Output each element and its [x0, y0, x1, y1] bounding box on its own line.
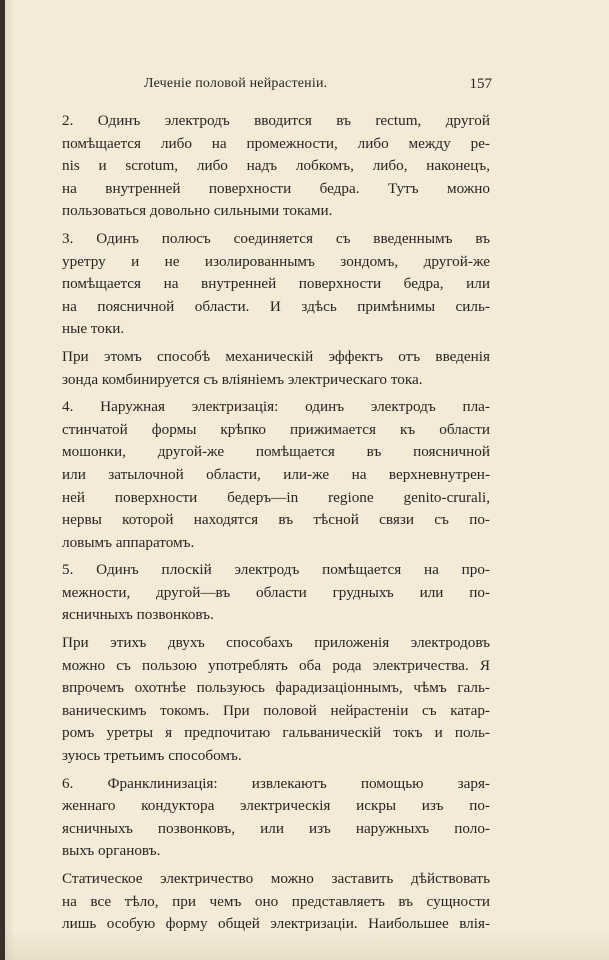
text-line: 6. Франклинизація: извлекаютъ помощью заря- [62, 774, 490, 792]
text-line: ясничныхъ позвонковъ, или изъ наружныхъ поло- [62, 819, 490, 837]
book-spine-edge [0, 0, 5, 960]
text-line: nis и scrotum, либо надъ лобкомъ, либо, наконецъ, [62, 157, 490, 175]
text-line: зуюсь третьимъ способомъ. [62, 747, 242, 765]
text-line: 2. Одинъ электродъ вводится въ rectum, другой [62, 112, 490, 129]
page-number: 157 [469, 76, 492, 92]
paragraph-7 [62, 773, 490, 863]
text-line: 4. Наружная электризація: одинъ электродъ пла- [62, 398, 490, 416]
text-line: межности, другой—въ области грудныхъ или по- [62, 583, 490, 601]
text-line: ромъ уретры я предпочитаю гальваническій токъ и поль- [62, 724, 490, 742]
text-line: зонда комбинируется съ вліяніемъ электрическаго тока. [62, 370, 423, 388]
text-line: Статическое электричество можно заставить дѣйствовать [62, 870, 490, 887]
text-line: на поясничной области. И здѣсь примѣнимы силь- [62, 297, 490, 315]
paragraph-3 [62, 346, 490, 391]
text-line: на внутренней поверхности бедра. Тутъ можно [62, 179, 490, 197]
text-line: ясничныхъ позвонковъ. [62, 606, 214, 624]
text-line: ловымъ аппаратомъ. [62, 533, 195, 551]
paragraph-6 [62, 632, 490, 768]
text-line: женнаго кондуктора электрическія искры изъ по- [62, 797, 490, 815]
body-text [62, 110, 490, 936]
text-line: При этомъ способѣ механическій эффектъ отъ введенія [62, 347, 490, 365]
text-line: стинчатой формы крѣпко прижимается къ области [62, 420, 490, 438]
text-line: 5. Одинъ плоскій электродъ помѣщается на про- [62, 561, 490, 579]
text-line: помѣщается либо на промежности, либо между ре- [62, 134, 490, 152]
paragraph-8 [62, 868, 490, 936]
text-line: ные токи. [62, 320, 125, 338]
text-line: или затылочной области, или-же на верхневнутрен- [62, 465, 490, 483]
paragraph-5 [62, 559, 490, 627]
text-line: на все тѣло, при чемъ оно представляетъ въ сущности [62, 892, 490, 910]
text-line: ней поверхности бедеръ—in regione genito-crurali, [62, 488, 490, 506]
text-line: выхъ органовъ. [62, 842, 161, 860]
text-line: нервы которой находятся въ тѣсной связи съ по- [62, 511, 490, 529]
text-line: уретру и не изолированнымъ зондомъ, другой-же [62, 252, 490, 270]
text-line: лишь особую форму общей электризаціи. Наибольшее влія- [62, 915, 490, 933]
running-title: Леченіе половой нейрастеніи. [144, 76, 328, 91]
text-line: пользоваться довольно сильными токами. [62, 202, 333, 220]
page-header [60, 76, 490, 100]
text-line: помѣщается на внутренней поверхности бедра, или [62, 275, 490, 293]
text-line: впрочемъ охотнѣе пользуюсь фарадизаціоннымъ, чѣмъ галь- [62, 679, 490, 697]
text-line: ваническимъ токомъ. При половой нейрастеніи съ катар- [62, 701, 490, 719]
text-line: мошонки, другой-же помѣщается въ поясничной [62, 443, 490, 461]
text-line: 3. Одинъ полюсъ соединяется съ введеннымъ въ [62, 229, 490, 247]
paragraph-2 [62, 228, 490, 341]
paragraph-4 [62, 396, 490, 554]
text-line: При этихъ двухъ способахъ приложенія электродовъ [62, 634, 490, 652]
text-line: можно съ пользою употреблять оба рода электричества. Я [62, 656, 490, 674]
paragraph-1 [62, 110, 490, 223]
